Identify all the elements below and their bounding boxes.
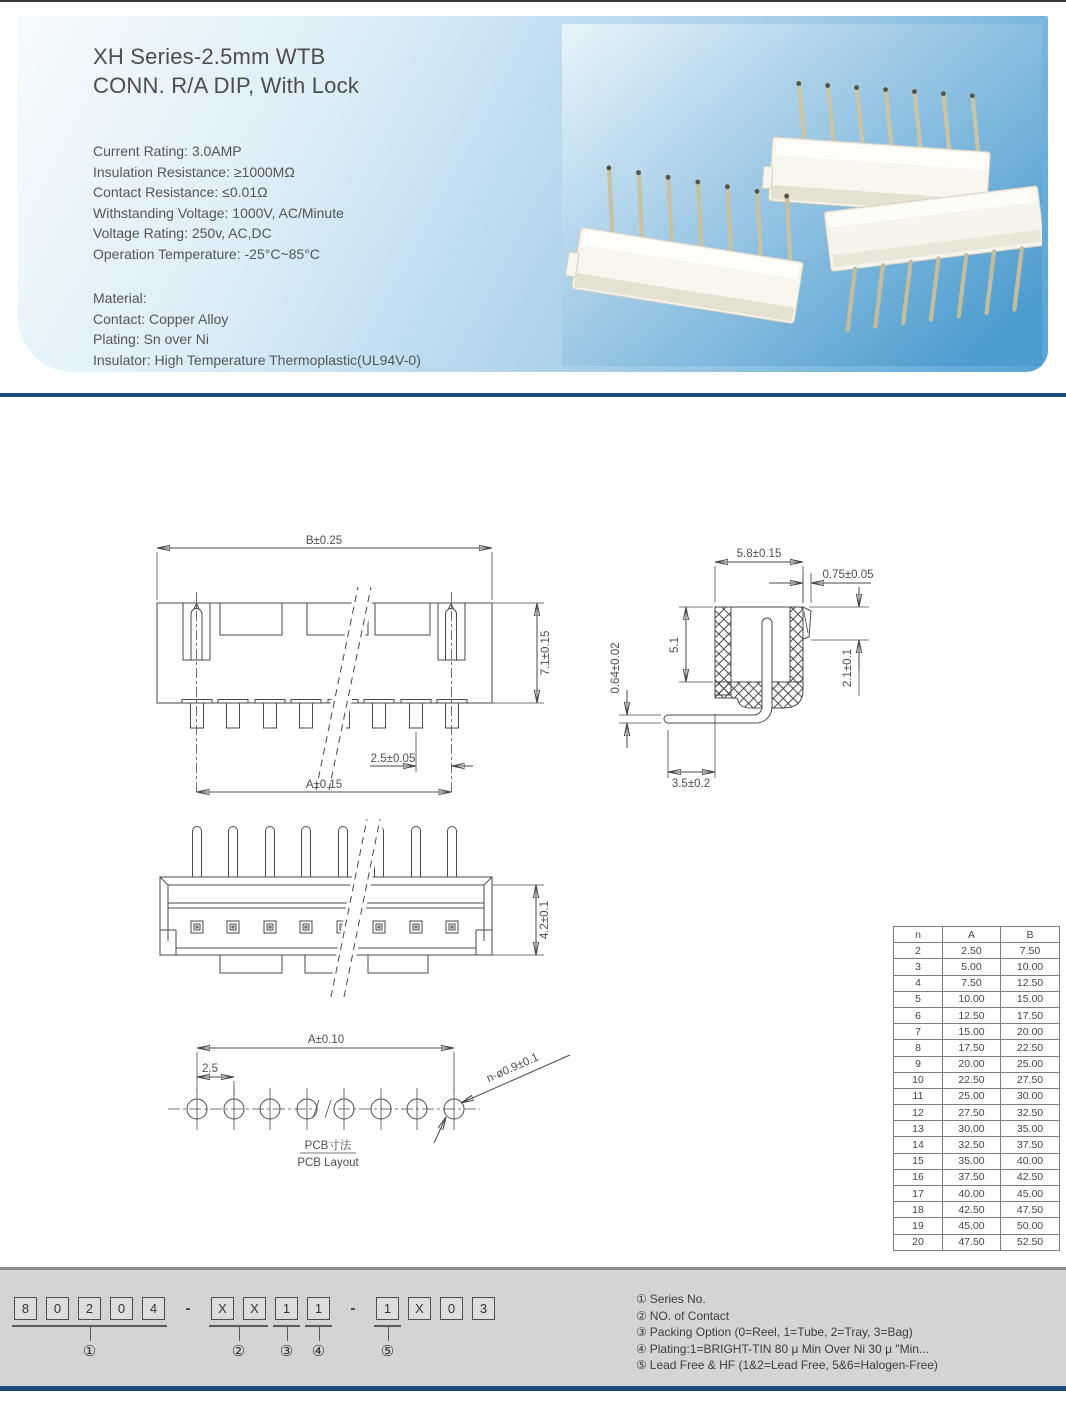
material-line: Insulator: High Temperature Thermoplastic(UL94V-0) <box>93 351 421 368</box>
table-cell: 7.50 <box>943 975 1001 991</box>
part-number-box: 0 <box>46 1297 69 1320</box>
part-number-panel <box>0 1270 1066 1386</box>
legend-text: Plating:1=BRIGHT-TIN 80 μ Min Over Ni 30 μ "Min... <box>649 1341 929 1356</box>
table-row <box>894 991 1060 1007</box>
dim-label-a: A±0.15 <box>305 779 343 791</box>
dim-label-lead-thickness: 0.64±0.02 <box>610 642 622 694</box>
table-cell: 32.50 <box>1001 1105 1060 1121</box>
dim-label-latch-height: 2.1±0.1 <box>842 648 854 688</box>
table-cell: 12.50 <box>943 1007 1001 1023</box>
table-cell: 7 <box>894 1024 943 1040</box>
table-cell: 7.50 <box>1001 943 1060 959</box>
table-cell: 8 <box>894 1040 943 1056</box>
table-row <box>894 1234 1060 1250</box>
part-number-segment <box>307 1297 330 1360</box>
table-row <box>894 1024 1060 1040</box>
spec-line: Current Rating: 3.0AMP <box>93 143 242 159</box>
product-photo <box>562 24 1042 366</box>
segment-number: ① <box>82 1343 97 1360</box>
material-line: Material: <box>93 290 147 306</box>
part-number-segment <box>376 1297 399 1360</box>
table-cell: 27.50 <box>943 1105 1001 1121</box>
section-divider <box>0 393 1066 397</box>
table-cell: 42.50 <box>1001 1169 1060 1185</box>
part-number-box: 0 <box>440 1297 463 1320</box>
table-cell: 17 <box>894 1186 943 1202</box>
dim-label-pcb-pitch: 2.5 <box>202 1063 218 1075</box>
table-row <box>894 943 1060 959</box>
table-row <box>894 1056 1060 1072</box>
table-cell: 42.50 <box>943 1202 1001 1218</box>
table-row <box>894 1072 1060 1088</box>
table-cell: 45.00 <box>1001 1186 1060 1202</box>
table-header-b: B <box>1001 927 1060 943</box>
part-number-segment <box>211 1297 266 1360</box>
table-header-n: n <box>894 927 943 943</box>
dimension-table <box>893 926 1060 1251</box>
spec-line: Contact Resistance: ≤0.01Ω <box>93 184 268 201</box>
top-view-drawing <box>140 815 560 1000</box>
legend-number: ③ <box>636 1325 647 1340</box>
segment-number: ④ <box>311 1343 326 1360</box>
table-cell: 11 <box>894 1088 943 1104</box>
dim-label-body-depth: 4.2±0.1 <box>539 900 551 940</box>
table-cell: 9 <box>894 1056 943 1072</box>
side-view-drawing <box>605 540 945 800</box>
part-number-box: 4 <box>142 1297 165 1320</box>
part-number-segment <box>408 1297 495 1320</box>
dim-table-body <box>894 943 1060 1251</box>
table-cell: 19 <box>894 1218 943 1234</box>
table-cell: 16 <box>894 1169 943 1185</box>
part-number-segment <box>14 1297 165 1360</box>
table-cell: 25.00 <box>1001 1056 1060 1072</box>
table-cell: 50.00 <box>1001 1218 1060 1234</box>
legend-line <box>636 1341 938 1358</box>
table-row <box>894 1088 1060 1104</box>
table-row <box>894 1105 1060 1121</box>
legend-number: ② <box>636 1308 647 1323</box>
legend-number: ⑤ <box>636 1358 647 1373</box>
material-line: Plating: Sn over Ni <box>93 331 209 348</box>
pcb-layout-drawing <box>150 1025 580 1180</box>
table-row <box>894 975 1060 991</box>
header-panel <box>18 16 1048 372</box>
dim-label-pitch: 2.5±0.05 <box>370 753 416 765</box>
part-number-row <box>14 1297 504 1360</box>
table-row <box>894 1040 1060 1056</box>
table-cell: 22.50 <box>943 1072 1001 1088</box>
table-cell: 17.50 <box>943 1040 1001 1056</box>
pcb-caption-en: PCB Layout <box>297 1157 359 1169</box>
table-cell: 25.00 <box>943 1088 1001 1104</box>
part-number-box: X <box>243 1297 266 1320</box>
table-cell: 2 <box>894 943 943 959</box>
part-number-segment <box>275 1297 298 1360</box>
table-cell: 32.50 <box>943 1137 1001 1153</box>
front-view-drawing <box>140 532 560 802</box>
table-cell: 47.50 <box>1001 1202 1060 1218</box>
part-number-box: 3 <box>472 1297 495 1320</box>
material-line: Contact: Copper Alloy <box>93 310 229 327</box>
table-cell: 40.00 <box>943 1186 1001 1202</box>
segment-leader-line <box>90 1327 92 1341</box>
legend-number: ④ <box>636 1341 647 1356</box>
table-cell: 15.00 <box>943 1024 1001 1040</box>
table-cell: 4 <box>894 975 943 991</box>
legend-number: ① <box>636 1292 647 1306</box>
page-bottom-border <box>0 1386 1066 1391</box>
page-title <box>93 42 359 100</box>
part-number-box: 0 <box>110 1297 133 1320</box>
table-cell: 30.00 <box>1001 1088 1060 1104</box>
title-line-2: CONN. R/A DIP, With Lock <box>93 73 360 98</box>
dim-label-latch-offset: 0.75±0.05 <box>822 569 874 581</box>
table-cell: 40.00 <box>1001 1153 1060 1169</box>
spec-line: Voltage Rating: 250v, AC,DC <box>93 225 272 242</box>
dim-label-width: 5.8±0.15 <box>736 548 782 560</box>
table-cell: 14 <box>894 1137 943 1153</box>
dim-label-inner-height: 5.1 <box>669 637 681 653</box>
dim-label-hole: n-ø0.9±0.1 <box>484 1051 541 1086</box>
table-row <box>894 1218 1060 1234</box>
material-list <box>93 288 421 370</box>
table-cell: 35.00 <box>943 1153 1001 1169</box>
legend-line <box>636 1357 938 1374</box>
table-header-row <box>894 927 1060 943</box>
table-cell: 18 <box>894 1202 943 1218</box>
table-cell: 30.00 <box>943 1121 1001 1137</box>
part-number-box: 1 <box>376 1297 399 1320</box>
legend-line <box>636 1324 938 1341</box>
segment-leader-line <box>287 1327 289 1341</box>
table-row <box>894 1153 1060 1169</box>
legend-text: NO. of Contact <box>649 1308 730 1323</box>
pcb-caption-cjk: PCB寸法 <box>304 1140 352 1152</box>
table-cell: 20 <box>894 1234 943 1250</box>
table-cell: 45.00 <box>943 1218 1001 1234</box>
legend-text: Series No. <box>649 1292 706 1306</box>
table-row <box>894 1121 1060 1137</box>
table-row <box>894 1169 1060 1185</box>
table-cell: 10.00 <box>943 991 1001 1007</box>
spec-line: Operation Temperature: -25°C~85°C <box>93 245 320 262</box>
part-number-box: 2 <box>78 1297 101 1320</box>
table-header-a: A <box>943 927 1001 943</box>
legend-line <box>636 1291 938 1308</box>
part-number-box: 1 <box>275 1297 298 1320</box>
table-row <box>894 1007 1060 1023</box>
segment-number: ② <box>231 1343 246 1360</box>
table-cell: 22.50 <box>1001 1040 1060 1056</box>
table-cell: 15 <box>894 1153 943 1169</box>
table-cell: 27.50 <box>1001 1072 1060 1088</box>
segment-leader-line <box>319 1327 321 1341</box>
table-row <box>894 1137 1060 1153</box>
table-cell: 10 <box>894 1072 943 1088</box>
legend-text: Packing Option (0=Reel, 1=Tube, 2=Tray, 3=Bag) <box>649 1325 913 1340</box>
spec-list <box>93 141 344 265</box>
table-cell: 12 <box>894 1105 943 1121</box>
table-cell: 10.00 <box>1001 959 1060 975</box>
table-row <box>894 959 1060 975</box>
table-cell: 15.00 <box>1001 991 1060 1007</box>
table-cell: 2.50 <box>943 943 1001 959</box>
table-cell: 20.00 <box>943 1056 1001 1072</box>
table-cell: 3 <box>894 959 943 975</box>
table-cell: 37.50 <box>1001 1137 1060 1153</box>
dim-label-b: B±0.25 <box>305 535 343 547</box>
segment-leader-line <box>239 1327 241 1341</box>
part-number-dash: - <box>350 1300 356 1317</box>
part-number-box: X <box>211 1297 234 1320</box>
table-cell: 37.50 <box>943 1169 1001 1185</box>
table-cell: 6 <box>894 1007 943 1023</box>
table-cell: 5 <box>894 991 943 1007</box>
part-number-legend <box>636 1291 938 1374</box>
segment-number: ③ <box>279 1343 294 1360</box>
legend-text: Lead Free & HF (1&2=Lead Free, 5&6=Halogen-Free) <box>649 1358 938 1373</box>
dim-label-height: 7.1±0.15 <box>540 630 552 676</box>
table-cell: 20.00 <box>1001 1024 1060 1040</box>
table-row <box>894 1202 1060 1218</box>
table-row <box>894 1186 1060 1202</box>
part-number-box: 8 <box>14 1297 37 1320</box>
table-cell: 5.00 <box>943 959 1001 975</box>
table-cell: 52.50 <box>1001 1234 1060 1250</box>
table-cell: 17.50 <box>1001 1007 1060 1023</box>
table-cell: 12.50 <box>1001 975 1060 991</box>
part-number-box: X <box>408 1297 431 1320</box>
title-line-1: XH Series-2.5mm WTB <box>93 44 326 69</box>
spec-line: Withstanding Voltage: 1000V, AC/Minute <box>93 204 344 221</box>
dim-label-pcb-a: A±0.10 <box>307 1034 345 1046</box>
table-cell: 35.00 <box>1001 1121 1060 1137</box>
spec-line: Insulation Resistance: ≥1000MΩ <box>93 163 295 180</box>
table-cell: 13 <box>894 1121 943 1137</box>
dim-label-foot-length: 3.5±0.2 <box>671 778 711 790</box>
part-number-dash: - <box>185 1300 191 1317</box>
page-top-border <box>0 0 1066 2</box>
segment-leader-line <box>388 1327 390 1341</box>
legend-line <box>636 1308 938 1325</box>
table-cell: 47.50 <box>943 1234 1001 1250</box>
segment-number: ⑤ <box>380 1343 395 1360</box>
part-number-box: 1 <box>307 1297 330 1320</box>
